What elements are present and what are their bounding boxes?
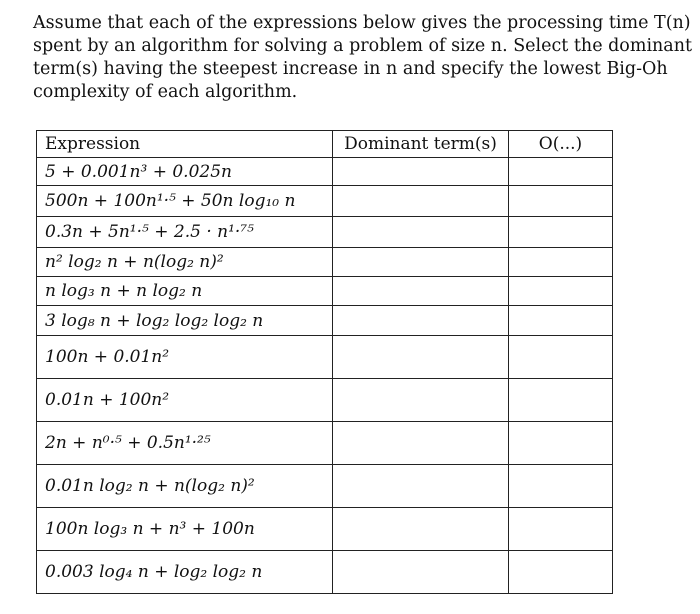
table-row [37,277,613,306]
table-row [37,465,613,508]
expression-cell: 100n log₃ n + n³ + 100n [37,508,333,551]
table-row [37,508,613,551]
table-row [37,422,613,465]
table-row [37,551,613,594]
table-header-row [37,131,613,158]
header-expression: Expression [37,131,333,158]
dominant-term-cell[interactable] [333,186,509,217]
dominant-term-cell[interactable] [333,508,509,551]
dominant-term-cell[interactable] [333,158,509,186]
dominant-term-cell[interactable] [333,379,509,422]
big-oh-cell[interactable] [509,551,613,594]
expression-cell: 5 + 0.001n³ + 0.025n [37,158,333,186]
big-oh-cell[interactable] [509,186,613,217]
header-dominant-terms: Dominant term(s) [333,131,509,158]
expression-cell: 2n + n⁰·⁵ + 0.5n¹·²⁵ [37,422,333,465]
instructions-line-1: Assume that each of the expressions below gives the processing time T(n) [33,13,691,33]
instructions-line-2: spent by an algorithm for solving a problem of size n. Select the dominant [33,36,693,56]
complexity-table [36,130,613,594]
table-row [37,248,613,277]
dominant-term-cell[interactable] [333,551,509,594]
expression-cell: 0.003 log₄ n + log₂ log₂ n [37,551,333,594]
table-row [37,158,613,186]
expression-cell: n² log₂ n + n(log₂ n)² [37,248,333,277]
expression-cell: 100n + 0.01n² [37,336,333,379]
big-oh-cell[interactable] [509,306,613,336]
expression-cell: 0.01n + 100n² [37,379,333,422]
big-oh-cell[interactable] [509,217,613,248]
expression-cell: 500n + 100n¹·⁵ + 50n log₁₀ n [37,186,333,217]
big-oh-cell[interactable] [509,465,613,508]
dominant-term-cell[interactable] [333,422,509,465]
big-oh-cell[interactable] [509,277,613,306]
big-oh-cell[interactable] [509,508,613,551]
dominant-term-cell[interactable] [333,217,509,248]
big-oh-cell[interactable] [509,422,613,465]
table-row [37,217,613,248]
dominant-term-cell[interactable] [333,465,509,508]
big-oh-cell[interactable] [509,158,613,186]
expression-cell: 3 log₈ n + log₂ log₂ log₂ n [37,306,333,336]
big-oh-cell[interactable] [509,336,613,379]
expression-cell: 0.3n + 5n¹·⁵ + 2.5 · n¹·⁷⁵ [37,217,333,248]
instructions-line-4: complexity of each algorithm. [33,82,298,102]
expression-cell: n log₃ n + n log₂ n [37,277,333,306]
big-oh-cell[interactable] [509,248,613,277]
instructions-line-3: term(s) having the steepest increase in n and specify the lowest Big-Oh [33,59,668,79]
table-row [37,186,613,217]
table-row [37,336,613,379]
dominant-term-cell[interactable] [333,248,509,277]
dominant-term-cell[interactable] [333,306,509,336]
dominant-term-cell[interactable] [333,277,509,306]
instructions-paragraph [33,12,693,104]
big-oh-cell[interactable] [509,379,613,422]
table-row [37,379,613,422]
dominant-term-cell[interactable] [333,336,509,379]
expression-cell: 0.01n log₂ n + n(log₂ n)² [37,465,333,508]
header-big-oh: O(...) [509,131,613,158]
table-row [37,306,613,336]
